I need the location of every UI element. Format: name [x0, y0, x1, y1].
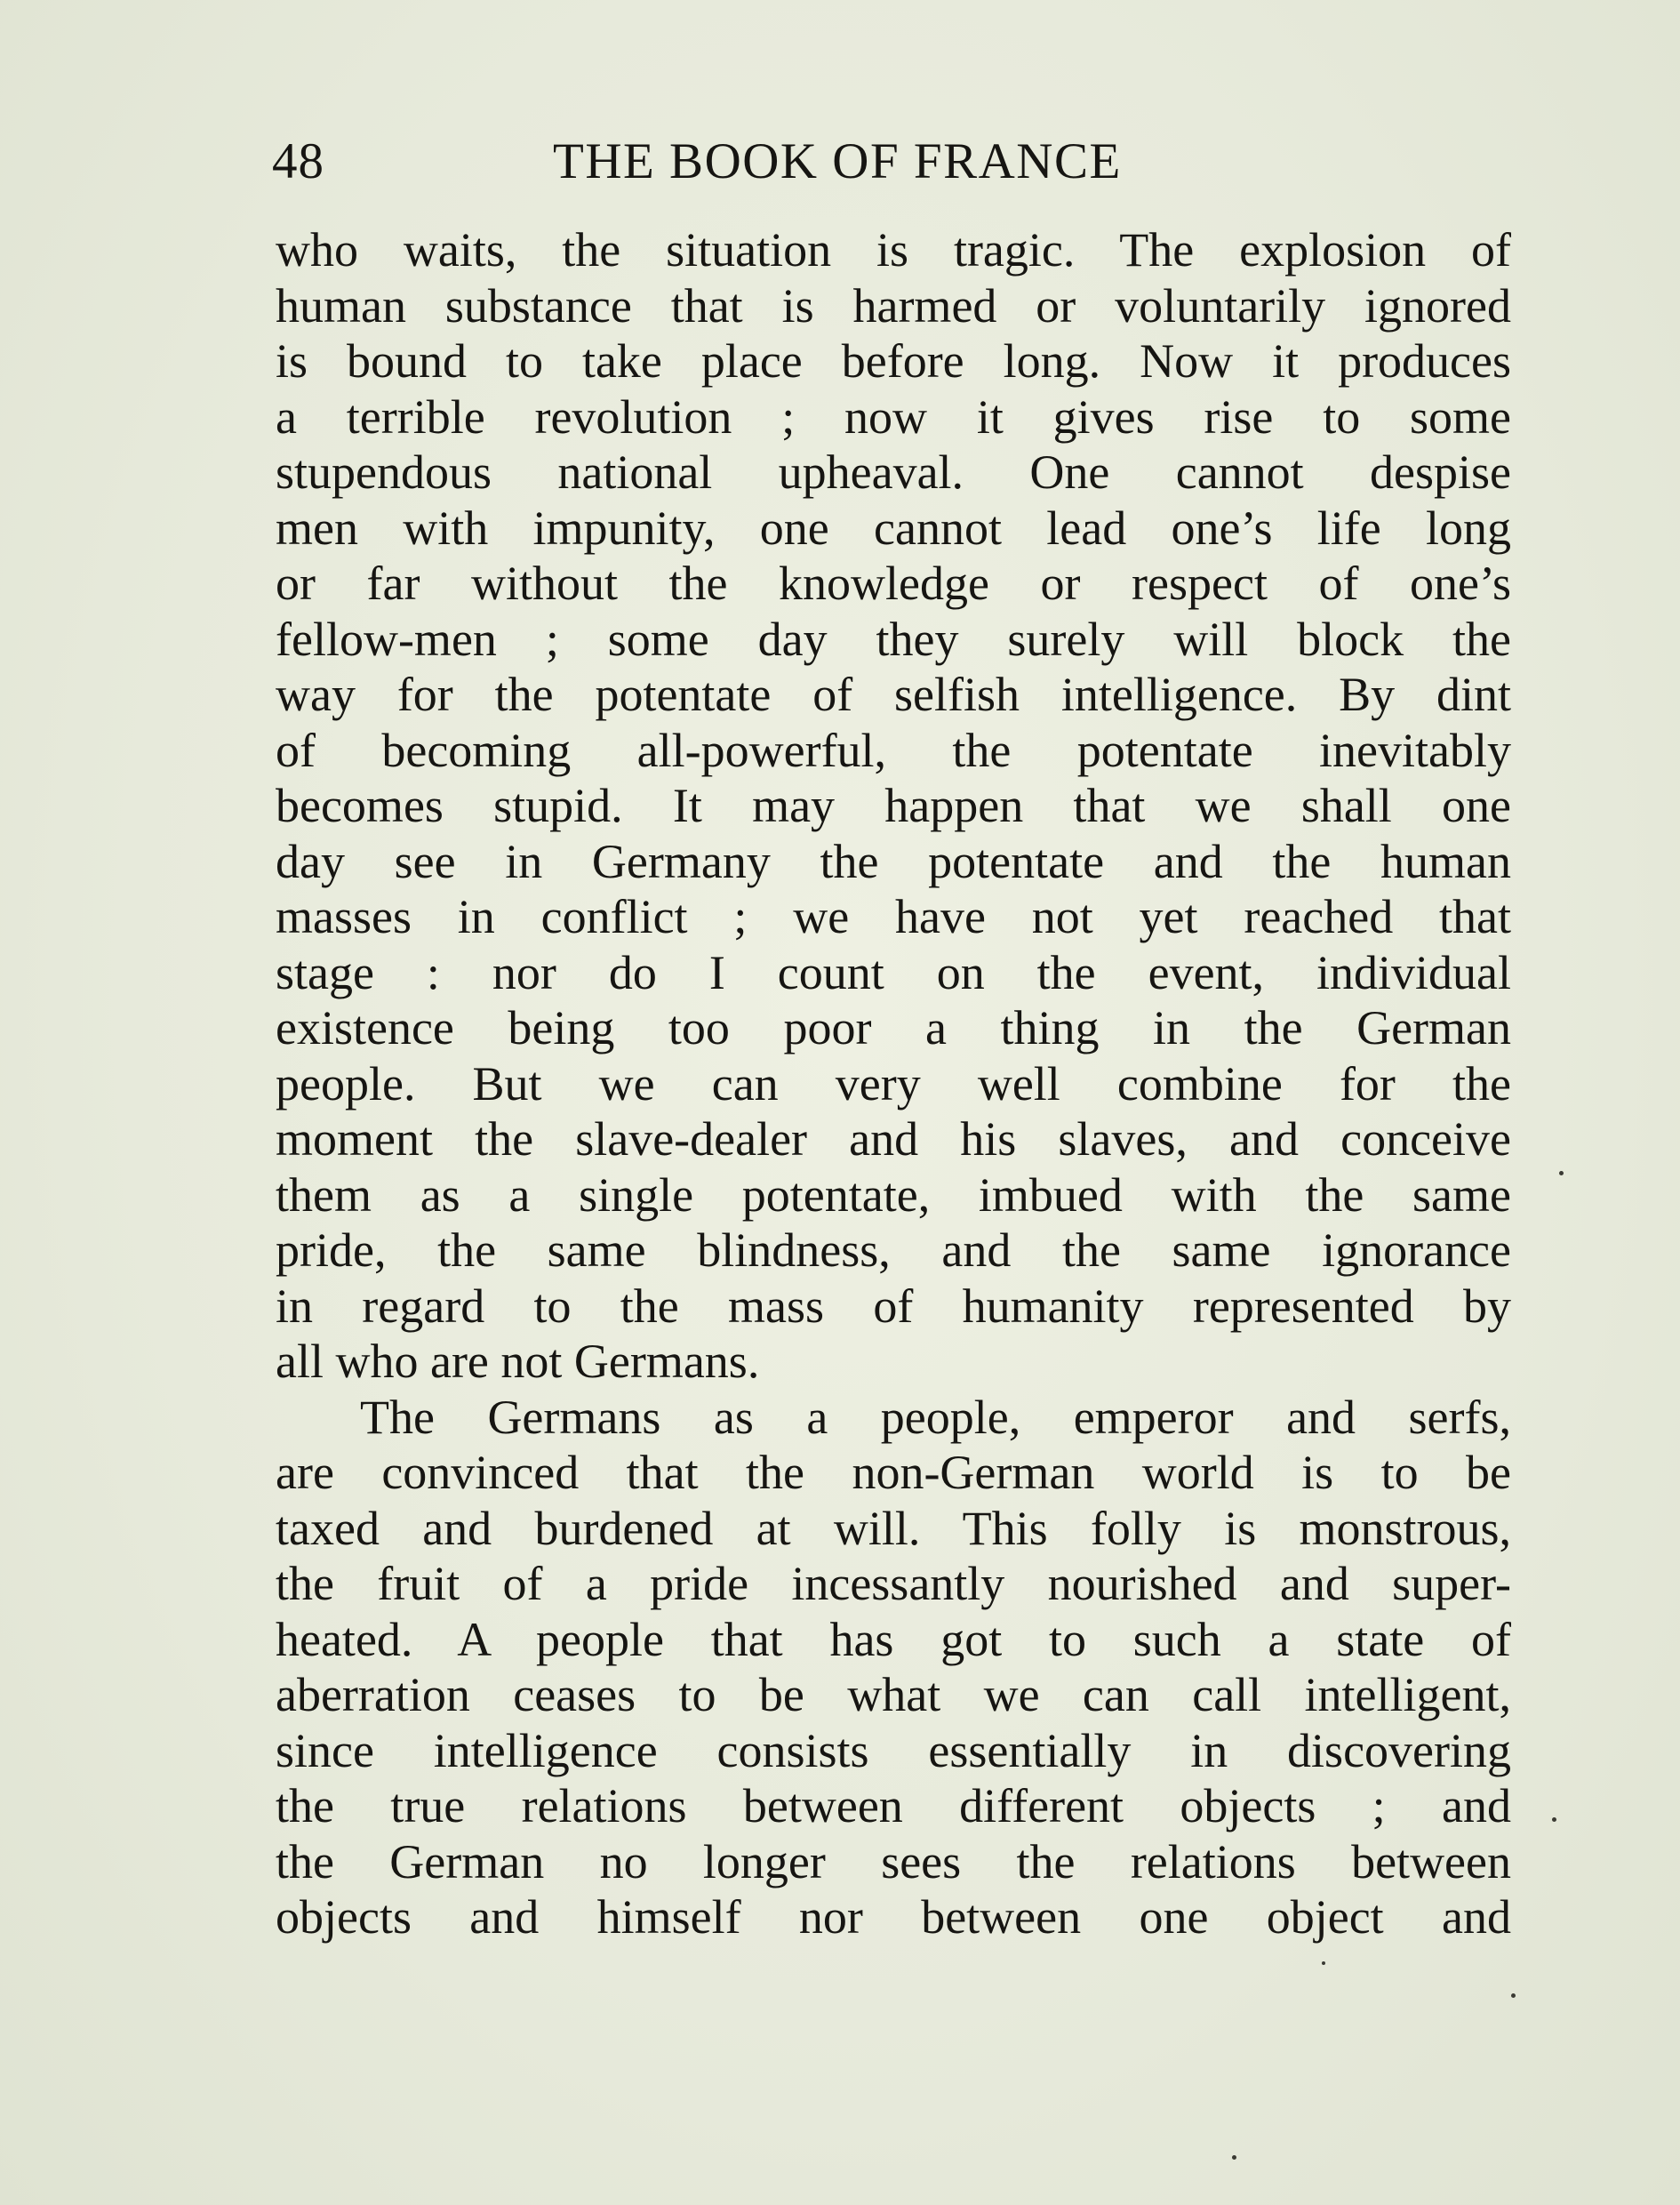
page-number: 48 [272, 133, 324, 189]
text-line: of becoming all-powerful, the potentate inevitably [276, 723, 1511, 777]
paragraph-end-line: all who are not Germans. [276, 1335, 760, 1388]
text-line: masses in conflict ; we have not yet reached that [276, 890, 1511, 943]
running-title: THE BOOK OF FRANCE [553, 133, 1122, 189]
text-line: human substance that is harmed or voluntarily ignored [276, 278, 1511, 333]
running-head [272, 126, 1516, 197]
text-line: are convinced that the non-German world is to be [276, 1446, 1511, 1499]
text-line: the true relations between different objects ; and [276, 1779, 1511, 1832]
text-line: or far without the knowledge or respect of one’s [276, 557, 1511, 610]
text-line: moment the slave-dealer and his slaves, and conceive [276, 1112, 1511, 1166]
text-line: pride, the same blindness, and the same ignorance [276, 1223, 1511, 1277]
text-line: fellow-men ; some day they surely will block the [276, 612, 1511, 666]
text-line: becomes stupid. It may happen that we shall one [276, 779, 1511, 832]
text-line: aberration ceases to be what we can call intelligent, [276, 1668, 1511, 1721]
paper-speck [1559, 1171, 1564, 1175]
text-line: existence being too poor a thing in the German [276, 1001, 1511, 1054]
text-line: them as a single potentate, imbued with the same [276, 1167, 1511, 1222]
text-line: people. But we can very well combine for the [276, 1056, 1511, 1111]
paper-speck [1232, 2155, 1236, 2160]
text-line: taxed and burdened at will. This folly is monstrous, [276, 1501, 1511, 1555]
paragraph-start-line: The Germans as a people, emperor and serfs, [360, 1390, 1511, 1444]
text-line: objects and himself nor between one object and [276, 1890, 1511, 1944]
text-line: who waits, the situation is tragic. The explosion of [276, 223, 1511, 277]
text-line: heated. A people that has got to such a state of [276, 1612, 1511, 1666]
text-line: day see in Germany the potentate and the human [276, 834, 1511, 888]
text-line: stage : nor do I count on the event, individual [276, 945, 1511, 999]
text-line: men with impunity, one cannot lead one’s life long [276, 501, 1511, 555]
text-line: the German no longer sees the relations between [276, 1834, 1511, 1888]
text-line: a terrible revolution ; now it gives rise to some [276, 389, 1511, 444]
paper-speck [1552, 1817, 1556, 1822]
text-line: the fruit of a pride incessantly nourished and super- [276, 1557, 1511, 1610]
body-text [276, 222, 1511, 1945]
paper-speck [1322, 1961, 1325, 1965]
text-line: way for the potentate of selfish intelligence. By dint [276, 668, 1511, 721]
text-line: in regard to the mass of humanity represented by [276, 1279, 1511, 1333]
text-line: since intelligence consists essentially in discovering [276, 1723, 1511, 1777]
paper-speck [1511, 1993, 1516, 1998]
text-line: is bound to take place before long. Now it produces [276, 334, 1511, 388]
text-line: stupendous national upheaval. One cannot despise [276, 445, 1511, 499]
